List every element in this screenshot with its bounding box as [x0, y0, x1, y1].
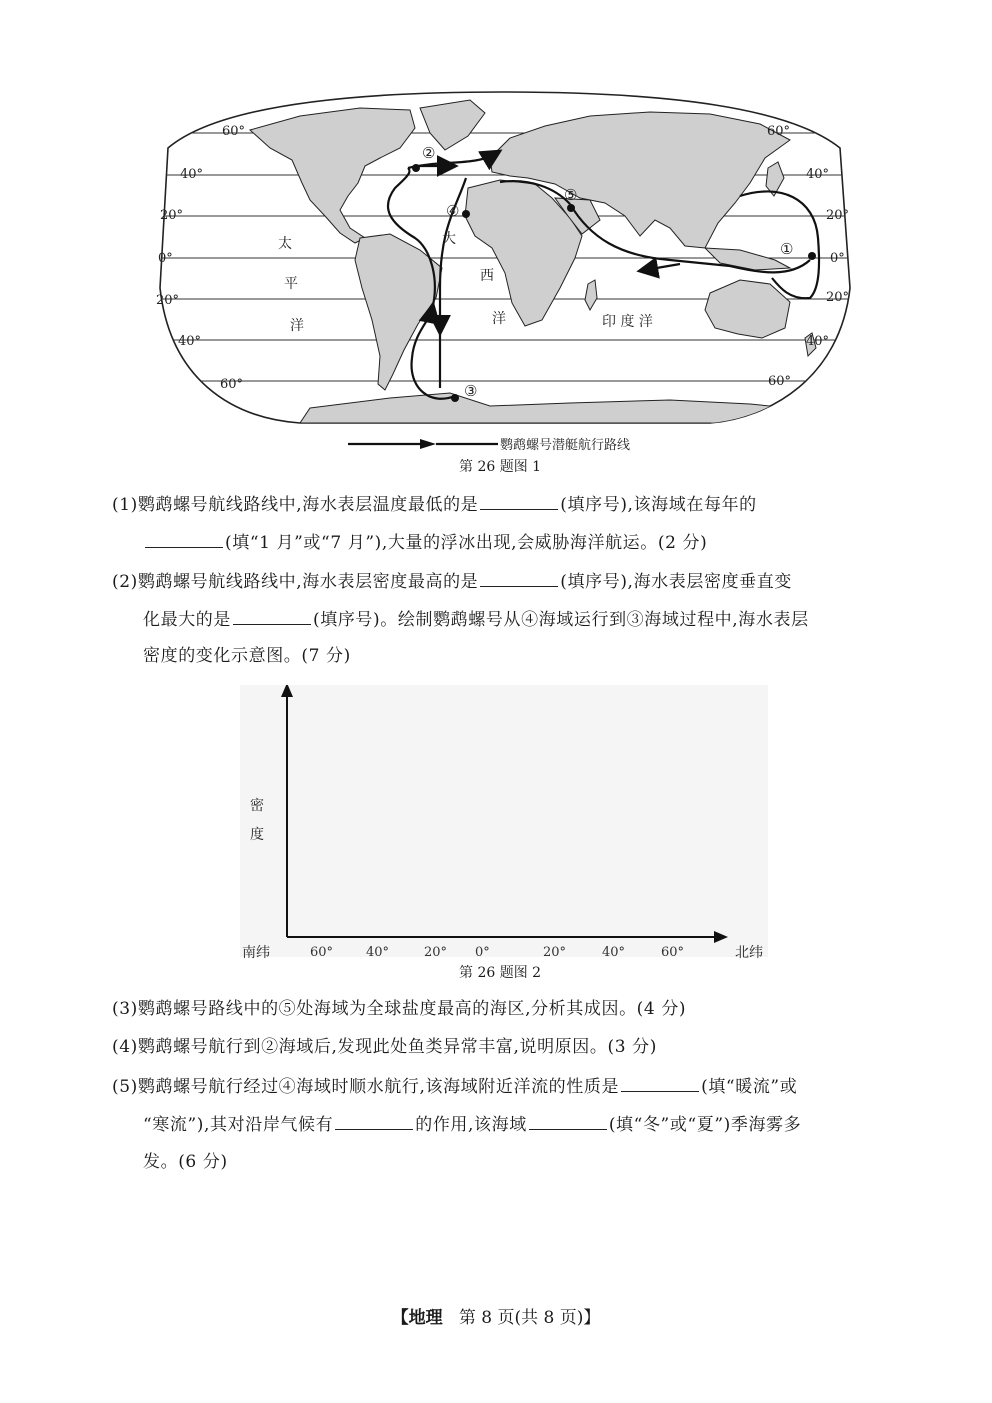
svg-text:20°: 20°: [826, 290, 850, 305]
pacific-char-1: 太: [278, 236, 292, 252]
y-axis-label-char-2: 度: [250, 827, 264, 843]
svg-text:40°: 40°: [806, 167, 830, 182]
footer-page-number: 第 8 页(共 8 页)】: [458, 1308, 601, 1328]
point-4-dot: [462, 210, 470, 218]
question-1-line-1: (1)鹦鹉螺号航线路线中,海水表层温度最低的是 (填序号),该海域在每年的: [112, 495, 757, 515]
point-2-label: ②: [422, 144, 436, 162]
svg-text:0°: 0°: [830, 251, 845, 266]
x-tick-label: 0°: [475, 945, 490, 960]
q5-blank-1[interactable]: [621, 1076, 699, 1092]
svg-text:20°: 20°: [156, 293, 180, 308]
question-2-line-3: 密度的变化示意图。(7 分): [143, 646, 351, 666]
svg-text:20°: 20°: [160, 208, 184, 223]
svg-text:20°: 20°: [826, 208, 850, 223]
x-axis-arrow: [714, 931, 728, 943]
svg-text:40°: 40°: [178, 334, 202, 349]
question-5-line-3: 发。(6 分): [143, 1152, 228, 1172]
point-3-dot: [451, 394, 459, 402]
q5-blank-3[interactable]: [529, 1114, 607, 1130]
svg-text:60°: 60°: [768, 374, 792, 389]
map-legend: [348, 437, 630, 453]
world-map-figure: [150, 88, 855, 458]
svg-text:40°: 40°: [806, 334, 830, 349]
svg-text:60°: 60°: [220, 377, 244, 392]
x-tick-label: 40°: [366, 945, 390, 960]
x-tick-labels: [310, 945, 684, 960]
legend-label: 鹦鹉螺号潜艇航行路线: [500, 438, 631, 453]
point-4-label: ④: [446, 202, 460, 220]
question-2-line-1: (2)鹦鹉螺号航线路线中,海水表层密度最高的是 (填序号),海水表层密度垂直变: [112, 572, 792, 592]
svg-text:40°: 40°: [180, 167, 204, 182]
q2-blank-2[interactable]: [233, 609, 311, 625]
x-tick-label: 60°: [661, 945, 685, 960]
svg-text:60°: 60°: [222, 124, 246, 139]
y-axis-arrow: [281, 685, 293, 697]
question-4: (4)鹦鹉螺号航行到②海域后,发现此处鱼类异常丰富,说明原因。(3 分): [112, 1037, 657, 1057]
atlantic-char-1: 大: [442, 231, 456, 247]
y-axis-label-char-1: 密: [250, 798, 264, 814]
x-tick-label: 40°: [602, 945, 626, 960]
point-5-dot: [567, 204, 575, 212]
pacific-char-3: 洋: [290, 318, 304, 334]
svg-text:60°: 60°: [767, 124, 791, 139]
question-5-line-2: “寒流”),其对沿岸气候有 的作用,该海域 (填“冬”或“夏”)季海雾多: [143, 1115, 802, 1135]
atlantic-char-3: 洋: [492, 311, 506, 327]
indian-ocean-label: 印 度 洋: [602, 314, 653, 330]
footer-subject: 【地理: [391, 1308, 443, 1328]
x-tick-label: 20°: [424, 945, 448, 960]
q5-blank-2[interactable]: [335, 1114, 413, 1130]
point-3-label: ③: [464, 382, 478, 400]
point-1-label: ①: [780, 240, 794, 258]
x-right-label: 北纬: [735, 945, 763, 961]
question-1-line-2: (填“1 月”或“7 月”),大量的浮冰出现,会威胁海洋航运。(2 分): [143, 532, 707, 553]
figure-1-caption: 第 26 题图 1: [459, 459, 542, 475]
x-tick-label: 60°: [310, 945, 334, 960]
x-tick-label: 20°: [543, 945, 567, 960]
pacific-char-2: 平: [284, 276, 298, 292]
question-2-line-2: 化最大的是 (填序号)。绘制鹦鹉螺号从④海域运行到③海域过程中,海水表层: [143, 610, 809, 630]
point-1-dot: [808, 252, 816, 260]
density-chart: [240, 685, 768, 965]
page-footer: [0, 1303, 992, 1328]
atlantic-char-2: 西: [480, 268, 494, 284]
point-2-dot: [412, 164, 420, 172]
q1-blank-1[interactable]: [480, 494, 558, 510]
point-5-label: ⑤: [564, 186, 578, 204]
question-5-line-1: (5)鹦鹉螺号航行经过④海域时顺水航行,该海域附近洋流的性质是 (填“暖流”或: [112, 1077, 798, 1097]
figure-2-caption: 第 26 题图 2: [459, 965, 542, 981]
x-left-label: 南纬: [242, 945, 270, 961]
q2-blank-1[interactable]: [480, 571, 558, 587]
question-3: (3)鹦鹉螺号路线中的⑤处海域为全球盐度最高的海区,分析其成因。(4 分): [112, 999, 687, 1019]
q1-blank-2[interactable]: [145, 532, 223, 548]
svg-text:0°: 0°: [158, 251, 173, 266]
